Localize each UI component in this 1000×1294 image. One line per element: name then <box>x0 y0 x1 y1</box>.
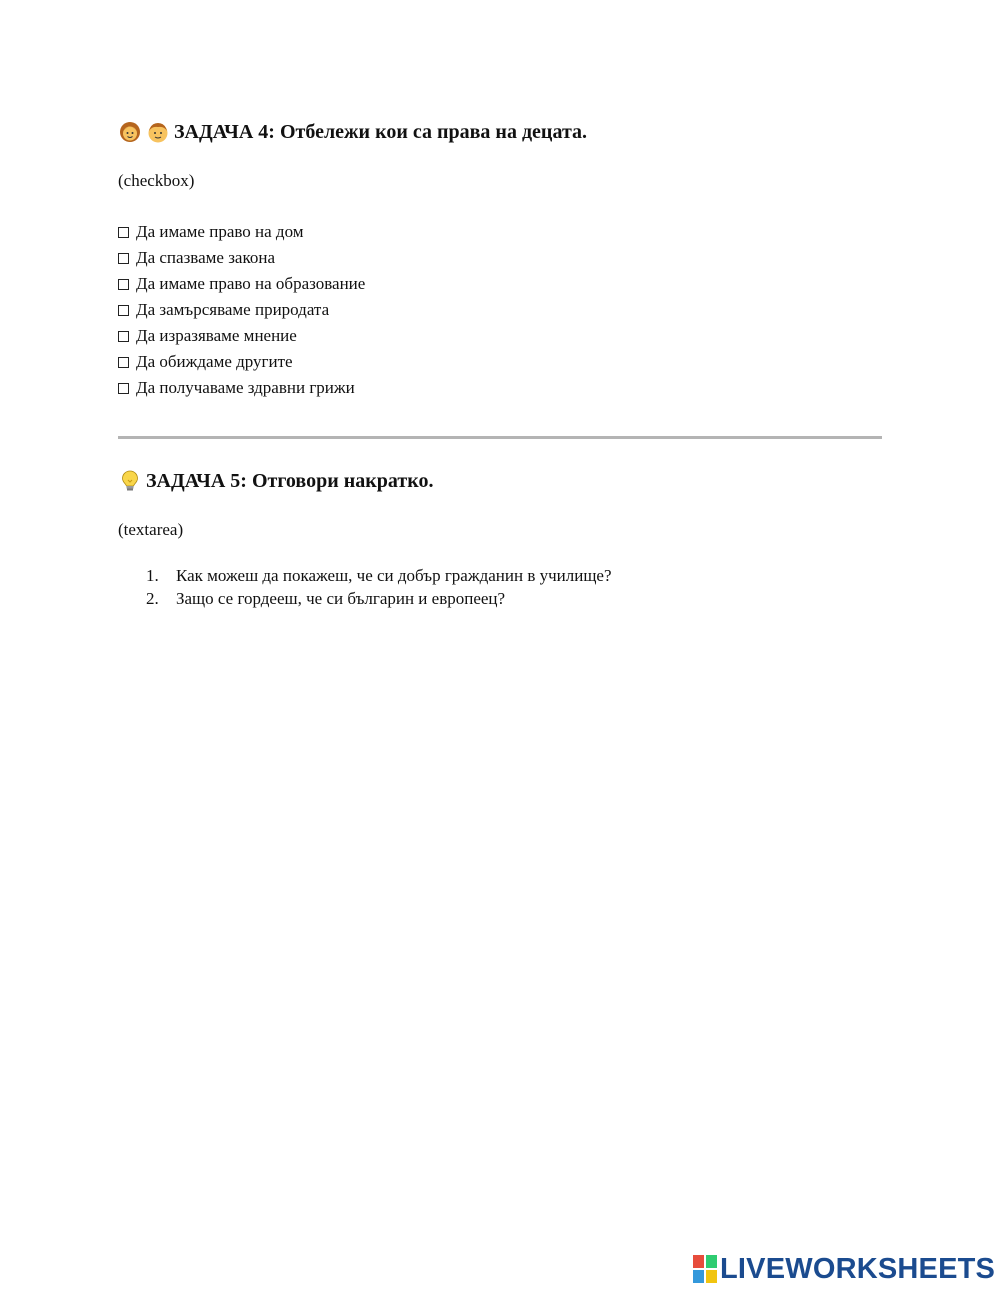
checkbox-icon[interactable] <box>118 357 129 368</box>
checkbox-option[interactable] <box>118 375 365 401</box>
question-text: Как можеш да покажеш, че си добър гражданин в училище? <box>176 566 612 585</box>
question-number: 2. <box>146 589 159 608</box>
checkbox-label: Да замърсяваме природата <box>136 300 330 319</box>
checkbox-label: Да спазваме закона <box>136 248 275 267</box>
checkbox-option[interactable] <box>118 219 365 245</box>
checkbox-label: Да имаме право на дом <box>136 222 304 241</box>
checkbox-icon[interactable] <box>118 227 129 238</box>
checkbox-label: Да имаме право на образование <box>136 274 366 293</box>
boy-emoji-icon <box>146 120 170 144</box>
question-number: 1. <box>146 566 159 585</box>
checkbox-option[interactable] <box>118 323 365 349</box>
task4-title: ЗАДАЧА 4: Отбележи кои са права на децата. <box>174 120 588 143</box>
checkbox-label: Да изразяваме мнение <box>136 326 297 345</box>
section-divider <box>118 436 882 439</box>
checkbox-option[interactable] <box>118 271 365 297</box>
checkbox-option[interactable] <box>118 349 365 375</box>
checkbox-icon[interactable] <box>118 331 129 342</box>
checkbox-option[interactable] <box>118 245 365 271</box>
checkbox-icon[interactable] <box>118 305 129 316</box>
task5-type-note: (textarea) <box>118 520 184 539</box>
checkbox-icon[interactable] <box>118 253 129 264</box>
brand-text: LIVEWORKSHEETS <box>720 1253 996 1285</box>
question-item <box>146 587 612 610</box>
checkbox-option[interactable] <box>118 297 365 323</box>
task4-type-note: (checkbox) <box>118 171 195 190</box>
task5-title: ЗАДАЧА 5: Отговори накратко. <box>146 469 434 492</box>
checkbox-icon[interactable] <box>118 279 129 290</box>
girl-emoji-icon <box>118 120 142 144</box>
question-item <box>146 564 612 587</box>
question-text: Защо се гордееш, че си българин и европеец? <box>176 589 506 608</box>
checkbox-label: Да получаваме здравни грижи <box>136 378 355 397</box>
liveworksheets-logo-icon <box>693 1255 717 1283</box>
task5-questions <box>146 564 612 610</box>
task5-heading <box>118 469 433 493</box>
lightbulb-icon <box>118 469 142 493</box>
task4-options <box>118 219 365 401</box>
checkbox-label: Да обиждаме другите <box>136 352 293 371</box>
task4-heading <box>118 120 587 144</box>
checkbox-icon[interactable] <box>118 383 129 394</box>
liveworksheets-brand <box>693 1252 995 1286</box>
